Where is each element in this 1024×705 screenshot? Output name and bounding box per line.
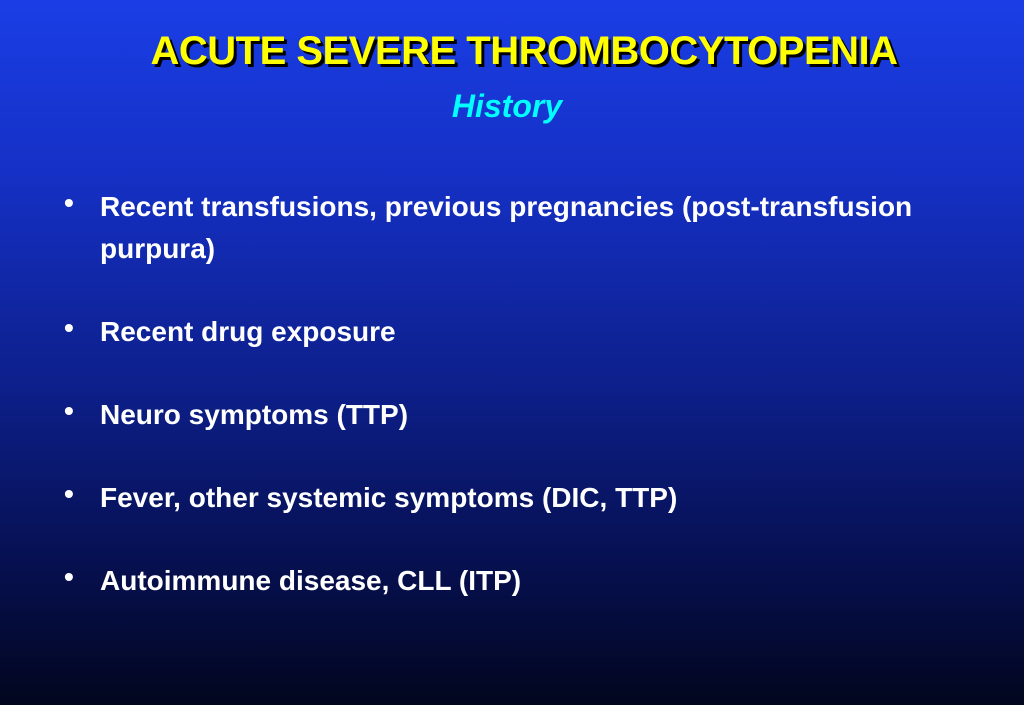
bullet-item <box>64 394 964 436</box>
bullet-text: Autoimmune disease, CLL (ITP) <box>100 565 522 596</box>
bullet-list <box>64 186 964 643</box>
slide-subtitle: History <box>451 88 563 124</box>
bullet-item <box>64 477 964 519</box>
bullet-item <box>64 311 964 353</box>
bullet-icon: • <box>64 478 74 509</box>
bullet-item <box>64 560 964 602</box>
bullet-text: Recent transfusions, previous pregnancies (post-transfusion purpura) <box>100 191 913 264</box>
bullet-text: Recent drug exposure <box>100 316 396 347</box>
bullet-icon: • <box>64 561 74 592</box>
slide-title: ACUTE SEVERE THROMBOCYTOPENIA <box>150 29 898 73</box>
bullet-icon: • <box>64 395 74 426</box>
bullet-text: Neuro symptoms (TTP) <box>100 399 409 430</box>
bullet-icon: • <box>64 187 74 218</box>
bullet-icon: • <box>64 312 74 343</box>
bullet-text: Fever, other systemic symptoms (DIC, TTP) <box>100 482 678 513</box>
bullet-item <box>64 186 964 270</box>
